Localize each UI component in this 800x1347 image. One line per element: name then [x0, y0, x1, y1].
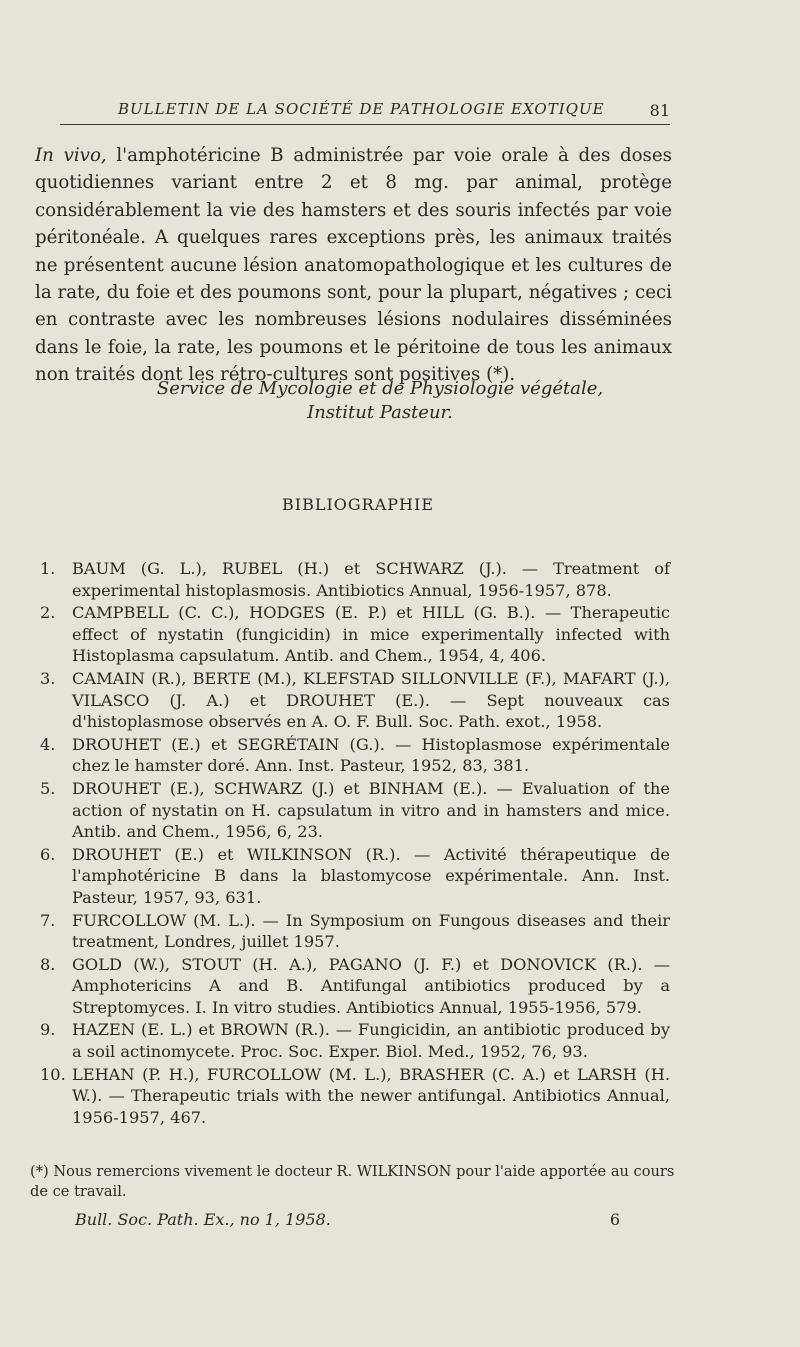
reference-item: [40, 1064, 670, 1129]
reference-list: [40, 558, 670, 1129]
reference-number: 3.: [40, 668, 56, 688]
intro-italic: In vivo,: [35, 145, 107, 166]
reference-item: [40, 910, 670, 953]
page-number: 81: [649, 101, 670, 120]
reference-number: 10.: [40, 1064, 66, 1084]
reference-text: CAMAIN (R.), BERTE (M.), KLEFSTAD SILLONVILLE (F.), MAFART (J.), VILASCO (J. A.) et DROUHET (E.). — Sept nouveaux cas d'histoplasmose observés en A. O. F. Bull. Soc. Path. exot., 1958.: [72, 668, 670, 732]
reference-item: [40, 778, 670, 843]
body-paragraph: [35, 142, 672, 389]
signature-line-1: Service de Mycologie et de Physiologie végétale,: [156, 378, 604, 399]
reference-number: 1.: [40, 559, 56, 578]
running-title: BULLETIN DE LA SOCIÉTÉ DE PATHOLOGIE EXOTIQUE: [118, 100, 605, 118]
institution-signature: [80, 377, 680, 425]
reference-number: 6.: [40, 844, 56, 864]
reference-text: DROUHET (E.), SCHWARZ (J.) et BINHAM (E.). — Evaluation of the action of nystatin on H. capsulatum in vitro and in hamsters and mice. Antib. and Chem., 1956, 6, 23.: [72, 778, 670, 842]
reference-text: DROUHET (E.) et WILKINSON (R.). — Activité thérapeutique de l'amphotéricine B dans la blastomycose expérimentale. Ann. Inst. Pasteur, 1957, 93, 631.: [72, 844, 670, 907]
reference-number: 7.: [40, 910, 56, 930]
page-footer: [75, 1210, 620, 1229]
reference-item: [40, 844, 670, 909]
reference-text: FURCOLLOW (M. L.). — In Symposium on Fungous diseases and their treatment, Londres, juillet 1957.: [72, 910, 670, 952]
reference-text: DROUHET (E.) et SEGRÉTAIN (G.). — Histoplasmose expérimentale chez le hamster doré. Ann. Inst. Pasteur, 1952, 83, 381.: [72, 734, 670, 776]
reference-item: [40, 954, 670, 1019]
bibliography-title: BIBLIOGRAPHIE: [282, 495, 434, 514]
reference-number: 4.: [40, 734, 56, 754]
running-header: [60, 98, 670, 125]
reference-text: CAMPBELL (C. C.), HODGES (E. P.) et HILL (G. B.). — Therapeutic effect of nystatin (fungicidin) in mice experimentally infected with Histoplasma capsulatum. Antib. and Chem., 1954, 4, 406.: [72, 603, 670, 666]
paragraph-text: l'amphotéricine B administrée par voie orale à des doses quotidiennes variant entre 2 et 8 mg. par animal, protège considérablement la vie des hamsters et des souris infectés par voie péritonéale. A quelques rares exceptions près, les animaux traités ne présentent aucune lésion anatomopathologique et les cultures de la rate, du foie et des poumons sont, pour la plupart, négatives ; ceci en contraste avec les nombreuses lésions nodulaires disséminées dans le foie, la rate, les poumons et le péritoine de tous les animaux non traités dont les rétro-cultures sont positives (*).: [35, 145, 672, 386]
reference-text: HAZEN (E. L.) et BROWN (R.). — Fungicidin, an antibiotic produced by a soil actinomycete. Proc. Soc. Exper. Biol. Med., 1952, 76, 93.: [72, 1020, 670, 1062]
signature-line-2: Institut Pasteur.: [307, 402, 453, 423]
reference-number: 9.: [40, 1020, 56, 1040]
reference-text: LEHAN (P. H.), FURCOLLOW (M. L.), BRASHER (C. A.) et LARSH (H. W.). — Therapeutic trials with the newer antifungal. Antibiotics Annual, 1956-1957, 467.: [72, 1064, 670, 1127]
reference-item: [40, 734, 670, 777]
reference-text: GOLD (W.), STOUT (H. A.), PAGANO (J. F.) et DONOVICK (R.). — Amphotericins A and B. Antifungal antibiotics produced by a Streptomyces. I. In vitro studies. Antibiotics Annual, 1955-1956, 579.: [72, 954, 670, 1017]
reference-number: 8.: [40, 954, 56, 974]
reference-number: 2.: [40, 603, 56, 623]
footer-citation: Bull. Soc. Path. Ex., no 1, 1958.: [75, 1210, 331, 1229]
reference-item: [40, 558, 670, 601]
reference-item: [40, 668, 670, 733]
reference-item: [40, 1019, 670, 1062]
signature-mark: 6: [609, 1210, 620, 1229]
reference-item: [40, 602, 670, 667]
reference-text: BAUM (G. L.), RUBEL (H.) et SCHWARZ (J.). — Treatment of experimental histoplasmosis. Antibiotics Annual, 1956-1957, 878.: [72, 559, 670, 600]
reference-number: 5.: [40, 778, 56, 798]
footnote: (*) Nous remercions vivement le docteur R. WILKINSON pour l'aide apportée au cours de ce travail.: [30, 1163, 675, 1200]
